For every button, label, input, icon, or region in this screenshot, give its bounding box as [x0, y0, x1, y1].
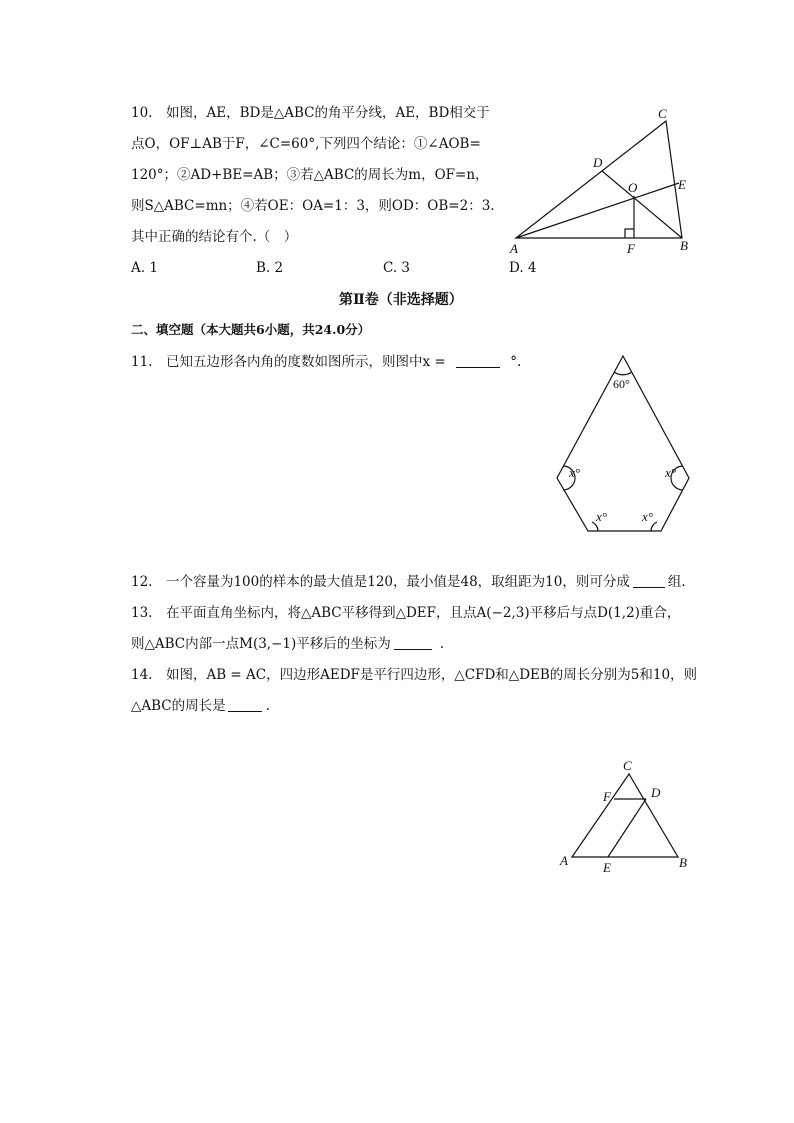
- q13-text-after: .: [439, 636, 445, 652]
- q14-text-before: △ABC的周长是: [131, 698, 226, 714]
- fill-in-section-header: 二、填空题（本大题共6小题，共24.0分）: [131, 322, 371, 337]
- q10-line-3: 120°；②AD+BE=AB；③若△ABC的周长为m，OF=n，: [131, 167, 489, 183]
- label-c: C: [658, 106, 667, 121]
- label-f: F: [627, 241, 635, 256]
- q12-text: [131, 572, 686, 592]
- q10-line-2: 点O，OF⊥AB于F，∠C=60°,下列四个结论：①∠AOB=: [131, 136, 481, 152]
- pentagon: [557, 356, 689, 531]
- label-o: O: [628, 180, 638, 195]
- angle-label-right: x°: [665, 465, 676, 480]
- right-angle-mark: [625, 229, 634, 238]
- bisector-ae: [516, 183, 679, 238]
- q13-text-before: 则△ABC内部一点M(3,−1)平移后的坐标为: [131, 636, 391, 652]
- q14-text-after: .: [265, 698, 270, 714]
- angle-arc-bottom-right: [651, 522, 657, 531]
- q10-line-4: 则S△ABC=mn；④若OE：OA=1：3，则OD：OB=2：3.: [131, 198, 495, 214]
- label-a: A: [560, 853, 568, 868]
- label-c: C: [623, 758, 632, 773]
- angle-arc-top: [614, 372, 632, 375]
- q11-answer-blank[interactable]: [456, 353, 500, 368]
- q10-option-c: C. 3: [383, 260, 411, 276]
- q14-line-1: 14. 如图，AB = AC，四边形AEDF是平行四边形，△CFD和△DEB的周长分别为5和10，则: [131, 667, 698, 683]
- angle-arc-left: [563, 466, 575, 490]
- angle-label-bottom-right: x°: [642, 509, 653, 524]
- q12-text-before: 12. 一个容量为100的样本的最大值是120，最小值是48，取组距为10，则可分成: [131, 574, 630, 590]
- label-b: B: [680, 238, 688, 253]
- triangle-abc: [516, 121, 682, 238]
- q10-option-b: B. 2: [256, 260, 284, 276]
- label-d: D: [651, 785, 661, 800]
- q14-line-2: [131, 696, 270, 716]
- q11-text: [131, 352, 521, 372]
- bisector-bd: [602, 171, 682, 238]
- angle-label-top: 60°: [613, 377, 630, 391]
- angle-label-bottom-left: x°: [596, 509, 607, 524]
- q12-answer-blank[interactable]: [633, 573, 665, 588]
- label-f: F: [603, 789, 611, 804]
- q12-text-after: 组.: [667, 574, 686, 590]
- label-a: A: [510, 241, 518, 256]
- angle-arc-right: [671, 466, 683, 490]
- label-e: E: [603, 860, 611, 875]
- angle-label-left: x°: [569, 465, 580, 480]
- q13-line-2: [131, 634, 444, 654]
- angle-arc-bottom-left: [592, 522, 598, 531]
- label-b: B: [679, 855, 687, 870]
- label-e: E: [678, 177, 686, 192]
- volume-title: 第Ⅱ卷（非选择题）: [339, 292, 463, 308]
- triangle-abc: [572, 774, 678, 857]
- q10-option-d: D. 4: [509, 260, 537, 276]
- q13-answer-blank[interactable]: [394, 635, 432, 650]
- segment-de: [608, 799, 646, 857]
- q11-text-after: °.: [510, 354, 522, 370]
- q11-text-before: 11. 已知五边形各内角的度数如图所示，则图中x =: [131, 354, 446, 370]
- q10-line-5: 其中正确的结论有个.（ ）: [131, 229, 298, 245]
- q10-option-a: A. 1: [131, 260, 158, 276]
- q14-answer-blank[interactable]: [228, 697, 262, 712]
- q13-line-1: 13. 在平面直角坐标内，将△ABC平移得到△DEF，且点A(−2,3)平移后与点D(1,2)重合，: [131, 605, 681, 621]
- q10-line-1: 10. 如图，AE，BD是△ABC的角平分线，AE，BD相交于: [131, 105, 490, 121]
- label-d: D: [593, 155, 603, 170]
